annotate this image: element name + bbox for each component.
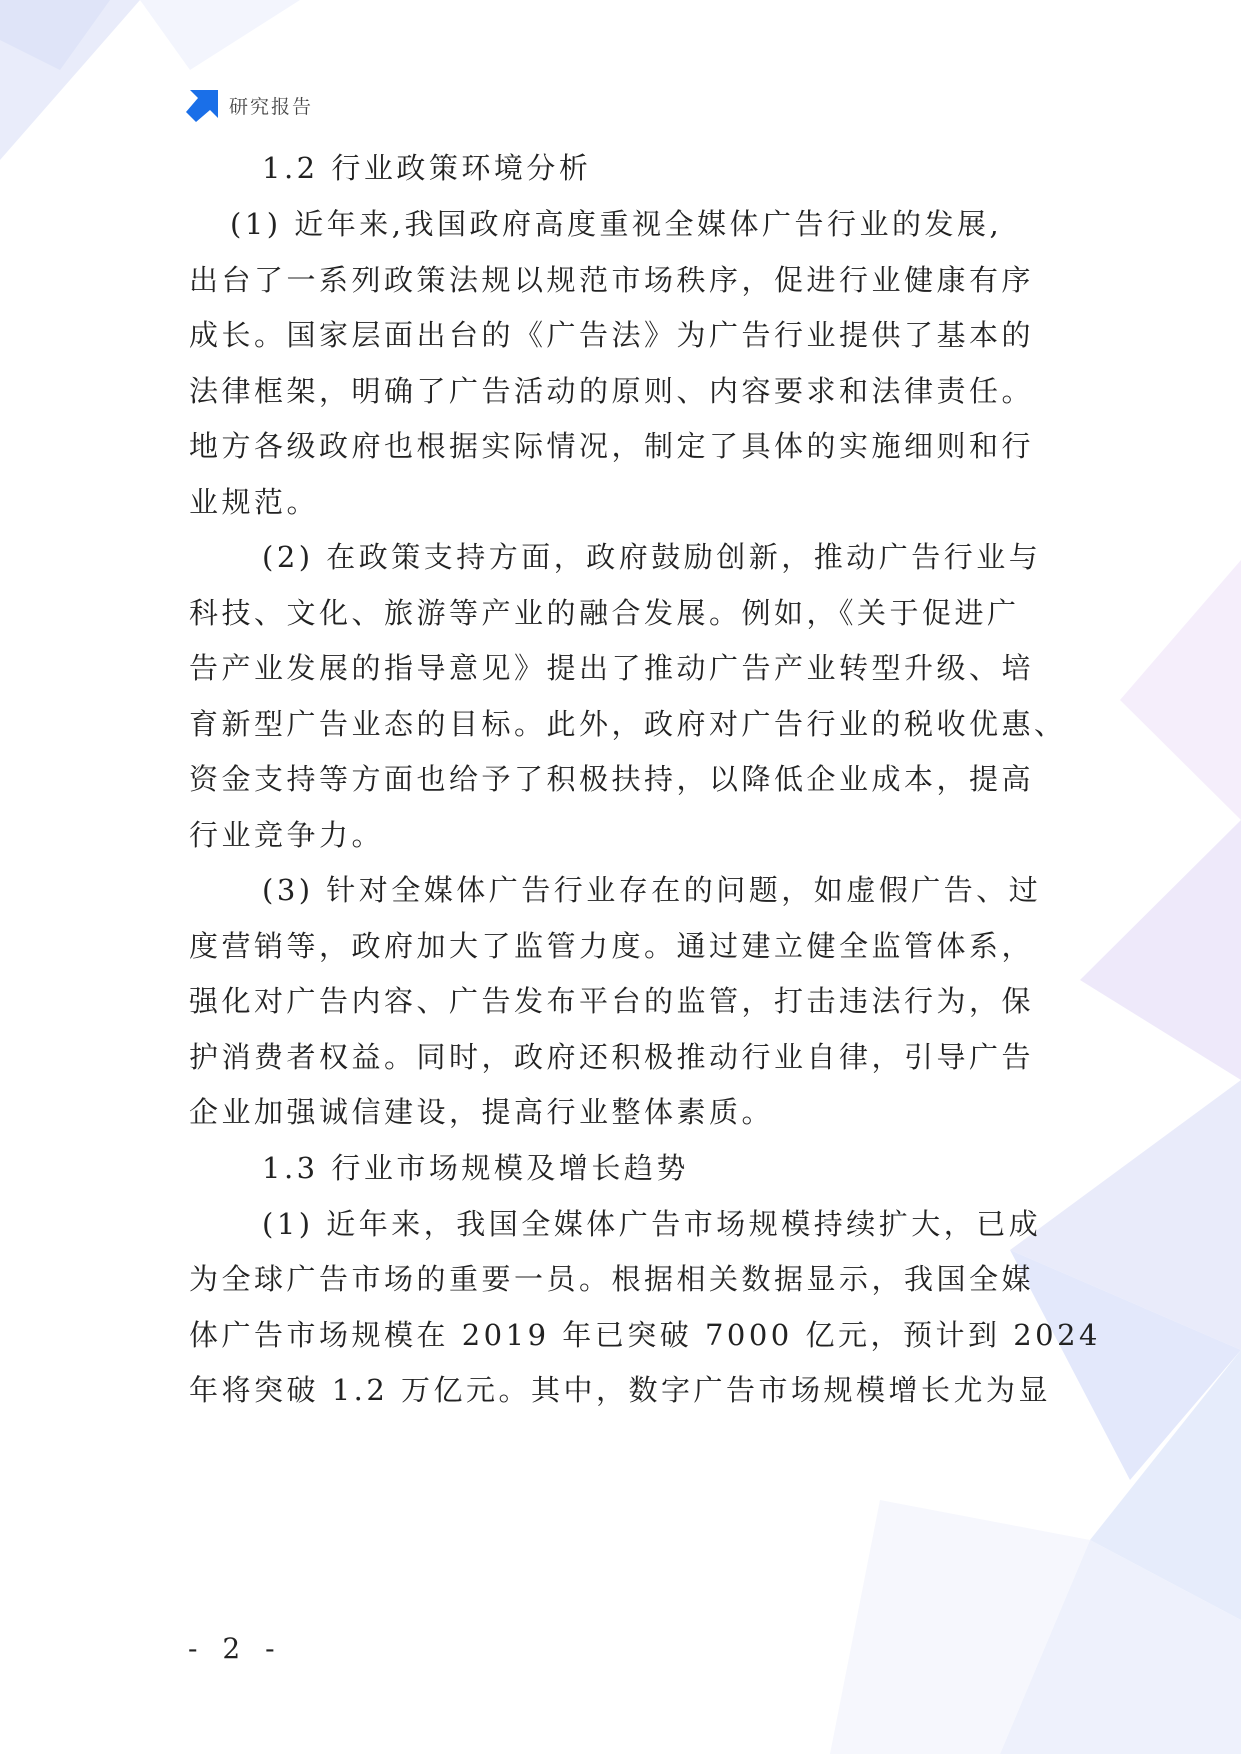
paragraph-line: (1) 近年来，我国全媒体广告市场规模持续扩大，已成 xyxy=(262,1207,1042,1241)
paragraph-line: 育新型广告业态的目标。此外，政府对广告行业的税收优惠、 xyxy=(189,707,1067,741)
paragraph-line: 企业加强诚信建设，提高行业整体素质。 xyxy=(189,1095,775,1129)
paragraph-line: (1) 近年来,我国政府高度重视全媒体广告行业的发展, xyxy=(230,207,1003,241)
paragraph-line: 护消费者权益。同时，政府还积极推动行业自律，引导广告 xyxy=(189,1040,1035,1074)
section-heading: 1.2 行业政策环境分析 xyxy=(262,151,592,185)
paragraph-line: 强化对广告内容、广告发布平台的监管，打击违法行为，保 xyxy=(189,984,1035,1018)
paragraph-line: 年将突破 1.2 万亿元。其中，数字广告市场规模增长尤为显 xyxy=(189,1373,1052,1407)
paragraph-line: 体广告市场规模在 2019 年已突破 7000 亿元，预计到 2024 xyxy=(189,1318,1102,1352)
paragraph-line: 行业竞争力。 xyxy=(189,818,385,852)
arrow-up-right-logo-icon xyxy=(186,88,220,122)
paragraph-line: 科技、文化、旅游等产业的融合发展。例如，《关于促进广 xyxy=(189,596,1020,630)
paragraph-line: 地方各级政府也根据实际情况，制定了具体的实施细则和行 xyxy=(189,429,1035,463)
report-type-label: 研究报告 xyxy=(229,95,314,118)
paragraph-line: 度营销等，政府加大了监管力度。通过建立健全监管体系， xyxy=(189,929,1035,963)
paragraph-line: 业规范。 xyxy=(189,485,320,519)
report-header xyxy=(186,88,313,122)
paragraph-line: (2) 在政策支持方面，政府鼓励创新，推动广告行业与 xyxy=(262,540,1042,574)
paragraph-line: 出台了一系列政策法规以规范市场秩序，促进行业健康有序 xyxy=(189,263,1035,297)
paragraph-line: 告产业发展的指导意见》提出了推动广告产业转型升级、培 xyxy=(189,651,1035,685)
paragraph-line: 资金支持等方面也给予了积极扶持，以降低企业成本，提高 xyxy=(189,762,1035,796)
paragraph-line: (3) 针对全媒体广告行业存在的问题，如虚假广告、过 xyxy=(262,873,1042,907)
paragraph-line: 法律框架，明确了广告活动的原则、内容要求和法律责任。 xyxy=(189,374,1035,408)
paragraph-line: 成长。国家层面出台的《广告法》为广告行业提供了基本的 xyxy=(189,318,1035,352)
section-heading: 1.3 行业市场规模及增长趋势 xyxy=(262,1151,689,1185)
page-number: - 2 - xyxy=(188,1632,283,1665)
paragraph-line: 为全球广告市场的重要一员。根据相关数据显示，我国全媒 xyxy=(189,1262,1035,1296)
